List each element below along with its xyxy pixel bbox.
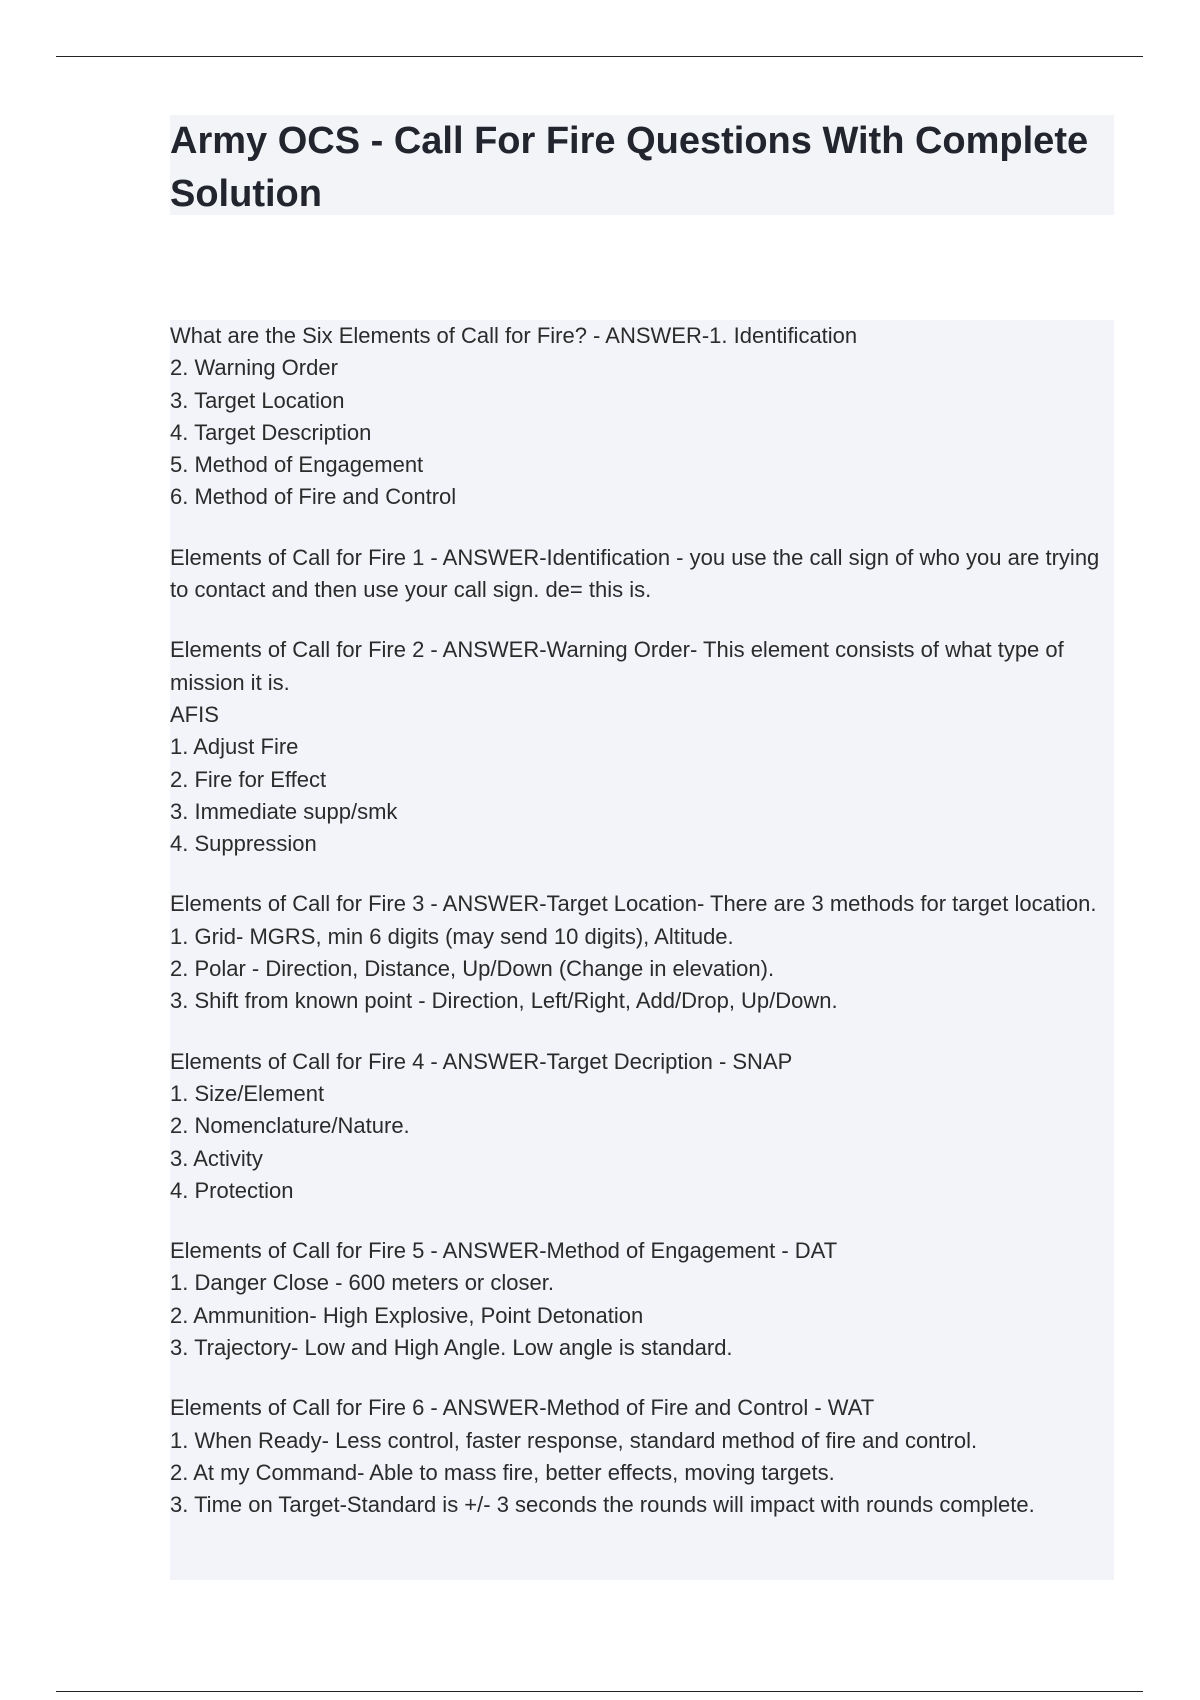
qa-content (170, 320, 1114, 1580)
answer-line: 2. Warning Order (170, 355, 338, 381)
answer-line: 3. Immediate supp/smk (170, 798, 398, 824)
answer-line: 2. Polar - Direction, Distance, Up/Down (Change in elevation). (170, 956, 775, 982)
qa-question-answer: Elements of Call for Fire 6 - ANSWER-Method of Fire and Control - WAT (170, 1395, 875, 1421)
qa-question-answer: What are the Six Elements of Call for Fire? - ANSWER-1. Identification (170, 323, 858, 348)
answer-line: 1. Adjust Fire (170, 734, 299, 760)
qa-question-answer: Elements of Call for Fire 2 - ANSWER-Warning Order- This element consists of what type of mission it is. (170, 637, 1064, 695)
answer-line: 2. Fire for Effect (170, 766, 327, 792)
qa-item-element-4 (170, 1046, 1114, 1207)
answer-line: 4. Suppression (170, 831, 317, 857)
qa-item-element-3 (170, 888, 1114, 1017)
answer-line: 2. At my Command- Able to mass fire, better effects, moving targets. (170, 1459, 835, 1485)
answer-line: 1. When Ready- Less control, faster response, standard method of fire and control. (170, 1427, 978, 1453)
qa-item-element-5 (170, 1235, 1114, 1364)
qa-item-element-2 (170, 634, 1114, 860)
qa-question-answer: Elements of Call for Fire 3 - ANSWER-Target Location- There are 3 methods for target location. (170, 891, 1097, 917)
qa-question-answer: Elements of Call for Fire 5 - ANSWER-Method of Engagement - DAT (170, 1238, 838, 1264)
answer-line: 3. Target Location (170, 387, 345, 413)
top-page-rule (56, 56, 1143, 57)
answer-line: 4. Target Description (170, 419, 372, 445)
answer-line: 1. Danger Close - 600 meters or closer. (170, 1270, 554, 1296)
answer-line: 6. Method of Fire and Control (170, 484, 457, 510)
answer-line: 1. Size/Element (170, 1080, 325, 1106)
bottom-page-rule (56, 1691, 1143, 1692)
answer-line: 1. Grid- MGRS, min 6 digits (may send 10 digits), Altitude. (170, 923, 734, 949)
answer-line: 5. Method of Engagement (170, 452, 424, 478)
answer-line: 3. Shift from known point - Direction, Left/Right, Add/Drop, Up/Down. (170, 988, 838, 1014)
title-block (170, 115, 1114, 215)
document-title: Army OCS - Call For Fire Questions With Complete Solution (170, 120, 1089, 215)
answer-line: 4. Protection (170, 1177, 294, 1203)
answer-line: 3. Activity (170, 1145, 263, 1171)
qa-item-element-6 (170, 1392, 1114, 1521)
qa-item-six-elements (170, 320, 1114, 514)
answer-line: 3. Time on Target-Standard is +/- 3 seconds the rounds will impact with rounds complete. (170, 1492, 1035, 1518)
answer-line: 2. Nomenclature/Nature. (170, 1113, 410, 1139)
qa-question-answer: Elements of Call for Fire 1 - ANSWER-Identification - you use the call sign of who you are trying to contact and then use your call sign. de= this is. (170, 544, 1100, 603)
qa-question-answer: Elements of Call for Fire 4 - ANSWER-Target Decription - SNAP (170, 1048, 793, 1074)
answer-line: AFIS (170, 701, 219, 727)
answer-line: 3. Trajectory- Low and High Angle. Low angle is standard. (170, 1335, 733, 1361)
answer-line: 2. Ammunition- High Explosive, Point Detonation (170, 1302, 644, 1328)
qa-item-element-1 (170, 542, 1114, 607)
